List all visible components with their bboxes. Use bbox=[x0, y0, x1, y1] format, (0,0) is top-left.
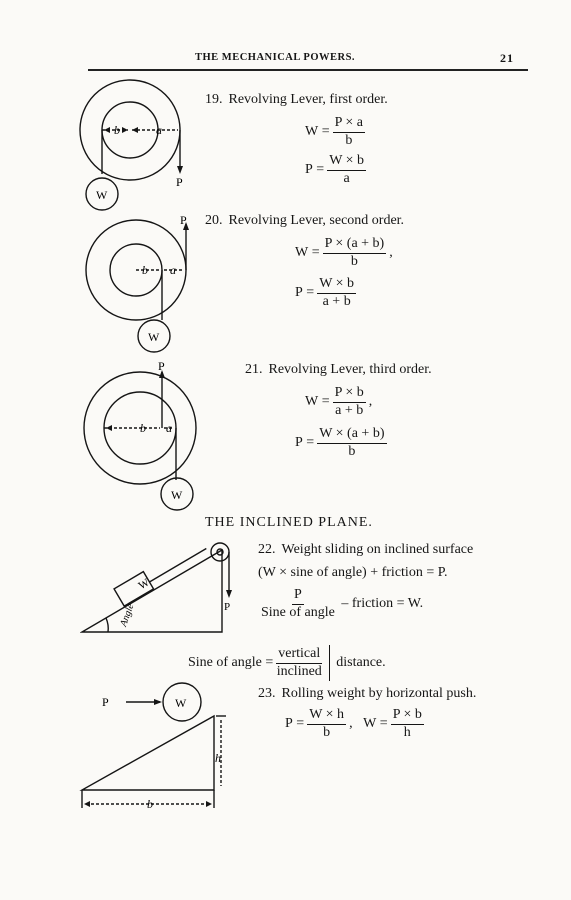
lhs: P bbox=[295, 285, 303, 301]
eq: = bbox=[321, 394, 330, 410]
numerator: P × b bbox=[391, 708, 424, 725]
numerator: W × h bbox=[307, 708, 346, 725]
lhs: P bbox=[295, 435, 303, 451]
case-19-title bbox=[205, 92, 388, 108]
case-number: 19. bbox=[205, 92, 223, 107]
case-20-title bbox=[205, 213, 404, 229]
eq: = bbox=[296, 716, 305, 732]
fraction bbox=[317, 277, 356, 309]
lever-third-order-diagram bbox=[80, 362, 220, 512]
punctuation: , bbox=[389, 245, 393, 261]
running-head: THE MECHANICAL POWERS. bbox=[195, 52, 356, 63]
denominator: b bbox=[345, 132, 353, 148]
numerator: W × b bbox=[317, 277, 356, 294]
label-b: b bbox=[114, 123, 120, 137]
label-a: a bbox=[166, 421, 172, 435]
case-title-text: Weight sliding on inclined surface bbox=[281, 542, 474, 557]
fraction bbox=[333, 116, 365, 148]
label-b: b bbox=[142, 263, 148, 277]
denominator: Sine of angle bbox=[261, 604, 335, 620]
label-h: h bbox=[215, 751, 221, 765]
numerator: P × (a + b) bbox=[323, 237, 387, 254]
label-p: P bbox=[158, 362, 165, 373]
case-number: 23. bbox=[258, 686, 276, 701]
formula-20-w bbox=[295, 237, 393, 269]
label-p: P bbox=[176, 175, 183, 189]
fraction bbox=[391, 708, 424, 740]
formula-23 bbox=[285, 708, 427, 740]
case-title-text: Revolving Lever, first order. bbox=[228, 92, 388, 107]
numerator: P × b bbox=[333, 386, 366, 403]
case-number: 22. bbox=[258, 542, 276, 557]
header-rule bbox=[88, 69, 528, 71]
label-p: P bbox=[224, 601, 231, 613]
case-number: 20. bbox=[205, 213, 223, 228]
label-angle: Angle bbox=[118, 602, 137, 629]
label-w: W bbox=[136, 576, 152, 593]
formula-21-w bbox=[305, 386, 372, 418]
denominator: a + b bbox=[335, 402, 364, 418]
lhs: P bbox=[285, 716, 293, 732]
rolling-weight-diagram bbox=[78, 678, 228, 818]
denominator: h bbox=[403, 724, 411, 740]
rest: – friction = W. bbox=[341, 596, 424, 612]
label-b: b bbox=[140, 421, 146, 435]
formula-22 bbox=[258, 588, 423, 620]
formula-20-p bbox=[295, 277, 359, 309]
eq: = bbox=[379, 716, 388, 732]
punctuation: , bbox=[349, 716, 353, 732]
label-a: a bbox=[170, 263, 176, 277]
fraction bbox=[317, 427, 386, 459]
eq: = bbox=[306, 435, 315, 451]
numerator: vertical bbox=[276, 647, 322, 664]
rest: distance. bbox=[329, 645, 385, 681]
case-22-title bbox=[258, 542, 473, 558]
denominator: b bbox=[350, 253, 358, 269]
formula-21-p bbox=[295, 427, 390, 459]
formula-19-w bbox=[305, 116, 368, 148]
label-w: W bbox=[96, 188, 108, 202]
denominator: inclined bbox=[276, 663, 322, 679]
case-22-equation: (W × sine of angle) + friction = P. bbox=[258, 565, 448, 580]
page-header bbox=[0, 50, 571, 70]
denominator: a bbox=[343, 170, 350, 186]
case-21-title bbox=[245, 362, 432, 378]
label-p: P bbox=[180, 213, 187, 227]
lever-second-order-diagram bbox=[80, 212, 210, 367]
case-title-text: Revolving Lever, second order. bbox=[228, 213, 405, 228]
eq: = bbox=[306, 285, 315, 301]
lhs: P bbox=[305, 162, 313, 178]
sine-definition bbox=[188, 645, 386, 681]
eq: = bbox=[311, 245, 320, 261]
inclined-plane-diagram bbox=[80, 538, 240, 638]
fraction bbox=[323, 237, 387, 269]
fraction bbox=[261, 588, 335, 620]
case-title-text: Revolving Lever, third order. bbox=[268, 362, 432, 377]
denominator: b bbox=[323, 724, 331, 740]
formula-19-p bbox=[305, 154, 369, 186]
lhs: W bbox=[295, 245, 309, 261]
eq: = bbox=[316, 162, 325, 178]
eq: = bbox=[321, 124, 330, 140]
label-b: b bbox=[147, 797, 153, 811]
numerator: P × a bbox=[333, 116, 365, 133]
case-title-text: Rolling weight by horizontal push. bbox=[281, 686, 477, 701]
lhs: W bbox=[305, 394, 319, 410]
lever-first-order-diagram bbox=[70, 72, 200, 217]
label-w: W bbox=[148, 330, 160, 344]
label-w: W bbox=[175, 696, 187, 710]
numerator: W × b bbox=[327, 154, 366, 171]
numerator: W × (a + b) bbox=[317, 427, 386, 444]
punctuation: , bbox=[368, 394, 373, 410]
denominator: a + b bbox=[322, 293, 351, 309]
label-p: P bbox=[102, 695, 109, 709]
label-w: W bbox=[171, 488, 183, 502]
case-number: 21. bbox=[245, 362, 263, 377]
numerator: P bbox=[292, 588, 304, 605]
lhs: W bbox=[363, 716, 377, 732]
label-a: a bbox=[156, 123, 162, 137]
fraction bbox=[327, 154, 366, 186]
lhs: Sine of angle = bbox=[188, 655, 274, 670]
denominator: b bbox=[348, 443, 356, 459]
page-number: 21 bbox=[500, 51, 514, 65]
fraction bbox=[333, 386, 366, 418]
section-title: THE INCLINED PLANE. bbox=[205, 515, 373, 530]
lhs: W bbox=[305, 124, 319, 140]
fraction bbox=[307, 708, 346, 740]
case-23-title bbox=[258, 686, 476, 702]
fraction bbox=[276, 647, 322, 679]
